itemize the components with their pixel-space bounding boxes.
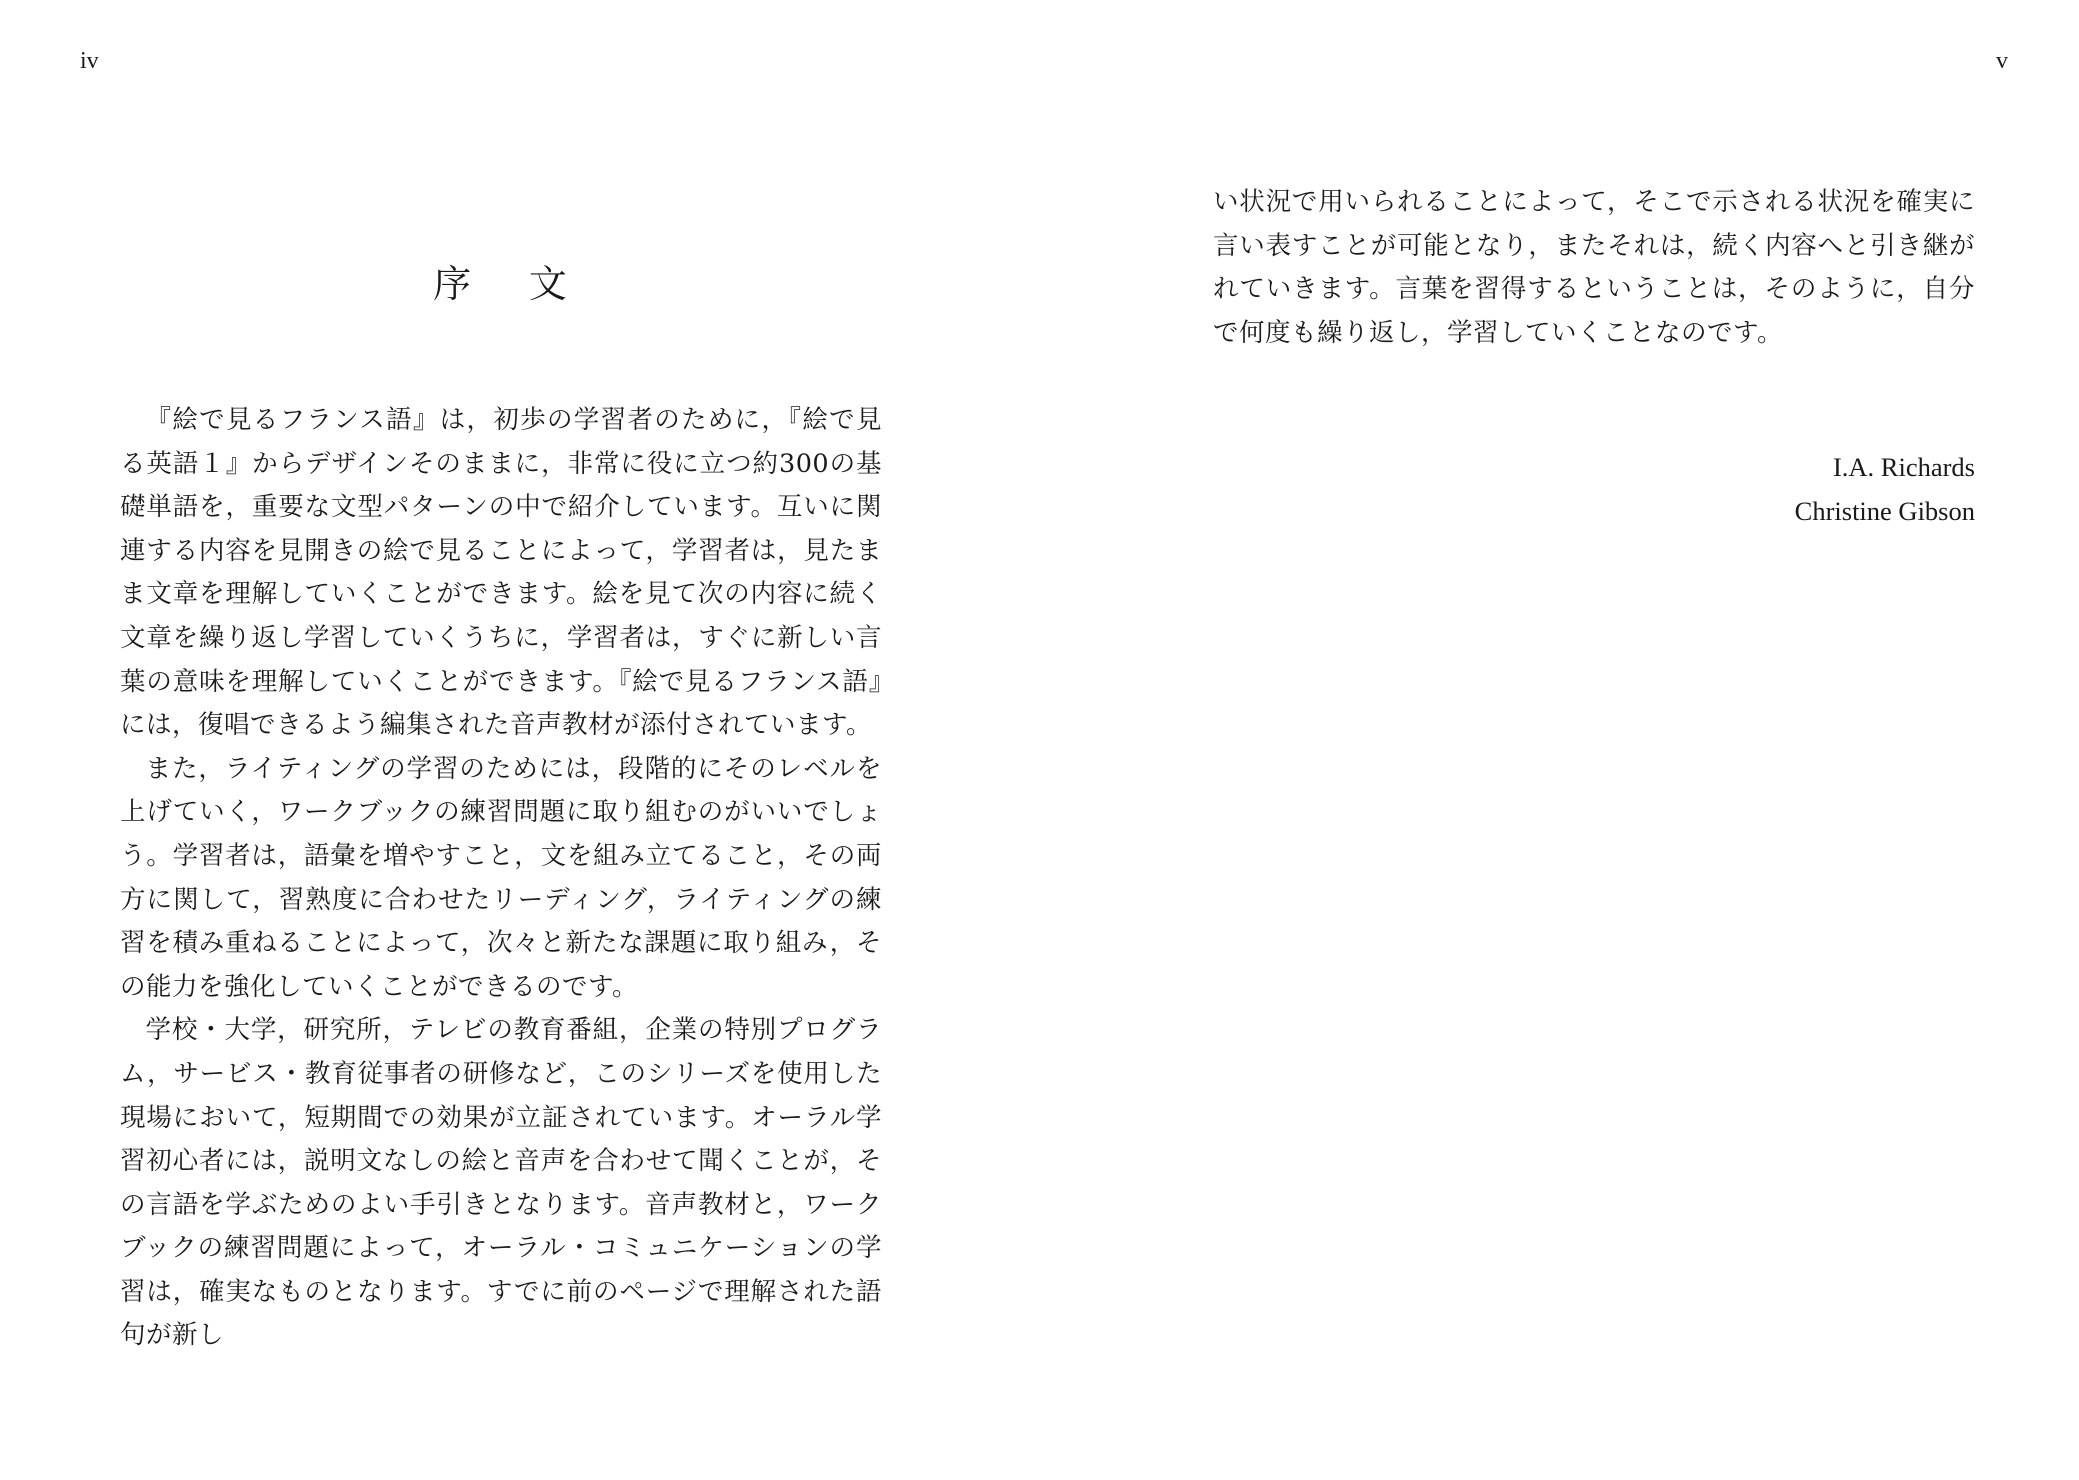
right-page-body bbox=[1213, 181, 1975, 355]
left-page-body bbox=[120, 399, 882, 1358]
paragraph-3-continued: い状況で用いられることによって，そこで示される状況を確実に言い表すことが可能となり，またそれは，続く内容へと引き継がれていきます。言葉を習得するということは，そのように，自分で何度も繰り返し，学習していくことなのです。 bbox=[1213, 187, 1975, 348]
page-title: 序 文 bbox=[433, 262, 590, 307]
right-page-number: v bbox=[1996, 48, 2008, 74]
author-name: Christine Gibson bbox=[1794, 496, 1975, 526]
author-signatures bbox=[1795, 445, 1975, 533]
paragraph-1: 『絵で見るフランス語』は，初歩の学習者のために，『絵で見る英語１』からデザインそのままに，非常に役に立つ約300の基礎単語を，重要な文型パターンの中で紹介しています。互いに関連する内容を見開きの絵で見ることによって，学習者は，見たまま文章を理解していくことができます。絵を見て次の内容に続く文章を繰り返し学習していくうちに，学習者は，すぐに新しい言葉の意味を理解していくことができます。『絵で見るフランス語』には，復唱できるよう編集された音声教材が添付されています。 bbox=[120, 405, 882, 741]
paragraph-2: また，ライティングの学習のためには，段階的にそのレベルを上げていく，ワークブックの練習問題に取り組むのがいいでしょう。学習者は，語彙を増やすこと，文を組み立てること，その両方に関して，習熟度に合わせたリーディング，ライティングの練習を積み重ねることによって，次々と新たな課題に取り組み，その能力を強化していくことができるのです。 bbox=[120, 753, 882, 1002]
left-page-number: iv bbox=[80, 48, 99, 74]
paragraph-3: 学校・大学，研究所，テレビの教育番組，企業の特別プログラム，サービス・教育従事者の研修など，このシリーズを使用した現場において，短期間での効果が立証されています。オーラル学習初心者には，説明文なしの絵と音声を合わせて聞くことが，その言語を学ぶためのよい手引きとなります。音声教材と，ワークブックの練習問題によって，オーラル・コミュニケーションの学習は，確実なものとなります。すでに前のページで理解された語句が新し bbox=[120, 1015, 882, 1351]
author-name: I.A. Richards bbox=[1832, 452, 1975, 482]
